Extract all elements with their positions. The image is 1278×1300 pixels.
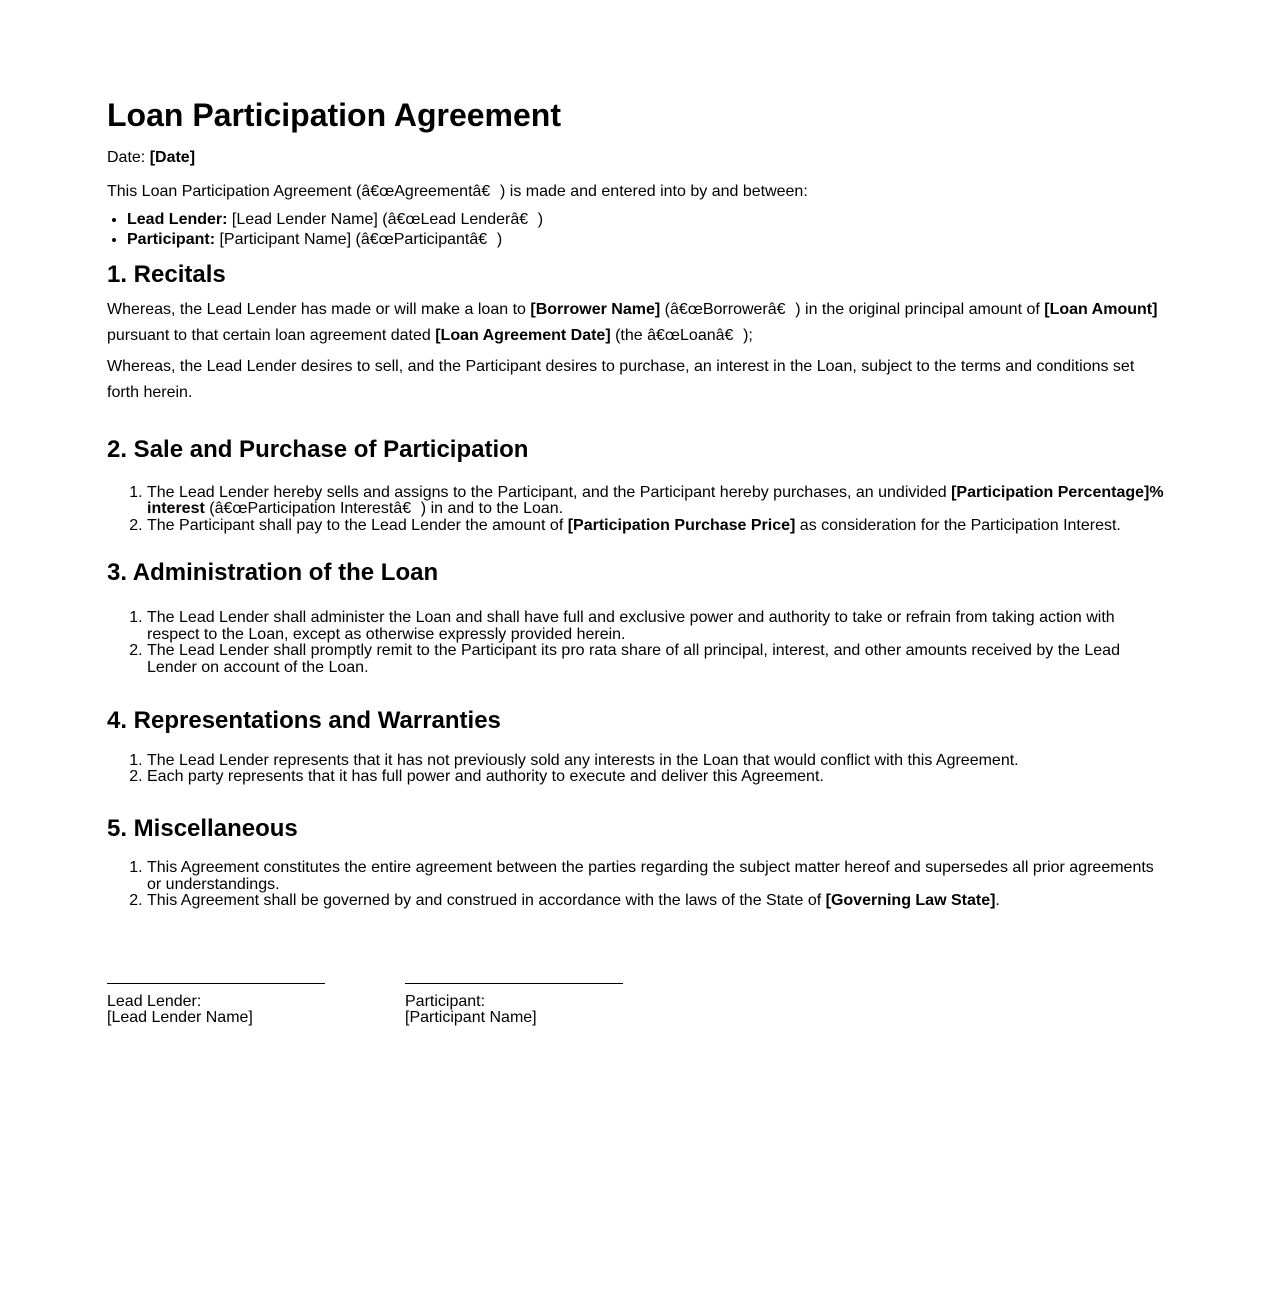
date-line: Date: [Date] (107, 148, 196, 166)
party-item-participant: • Participant: [Participant Name] (â€œParticipantâ€) (127, 230, 1170, 250)
signature-lead-lender (107, 983, 405, 1027)
list-item: 1. The Lead Lender shall administer the Loan and shall have full and exclusive power and authority to take or refrain from taking action with respect to the Loan, except as otherwise expressly provided herein. (147, 610, 1170, 643)
heading-miscellaneous: 5. Miscellaneous (107, 814, 298, 842)
signature-label: Lead Lender: (107, 992, 202, 1010)
document-title: Loan Participation Agreement (107, 97, 561, 133)
signature-label: Participant: (405, 992, 486, 1010)
list-item: 1. The Lead Lender represents that it has not previously sold any interests in the Loan that would conflict with this Agreement. (147, 753, 1170, 770)
heading-recitals: 1. Recitals (107, 260, 226, 288)
signature-rule (405, 983, 623, 984)
sale-purchase-list (107, 485, 1170, 535)
parties-list (107, 210, 1170, 250)
intro-paragraph: This Loan Participation Agreement (â€œAgreementâ€) is made and entered into by and between: (107, 182, 808, 200)
representations-list (107, 753, 1170, 786)
signature-rule (107, 983, 325, 984)
signature-name: [Participant Name] (405, 1009, 537, 1027)
signature-name: [Lead Lender Name] (107, 1009, 253, 1027)
list-item: 2. This Agreement shall be governed by and construed in accordance with the laws of the State of [Governing Law State]. (147, 893, 1170, 910)
heading-representations: 4. Representations and Warranties (107, 707, 501, 735)
heading-sale-and-purchase: 2. Sale and Purchase of Participation (107, 436, 529, 464)
list-item: 1. This Agreement constitutes the entire agreement between the parties regarding the subject matter hereof and supersedes all prior agreements or understandings. (147, 860, 1170, 893)
list-item: 2. The Lead Lender shall promptly remit to the Participant its pro rata share of all principal, interest, and other amounts received by the Lead Lender on account of the Loan. (147, 643, 1170, 676)
administration-list (107, 610, 1170, 676)
list-item: 1. The Lead Lender hereby sells and assigns to the Participant, and the Participant hereby purchases, an undivided [Participation Percentage]% interest (â€œParticipation Interestâ€) in and to the Loan. (147, 485, 1170, 518)
recitals-paragraph-2: Whereas, the Lead Lender desires to sell, and the Participant desires to purchase, an interest in the Loan, subject to the terms and conditions set forth herein. (107, 358, 1135, 402)
party-item-lead-lender: • Lead Lender: [Lead Lender Name] (â€œLead Lenderâ€) (127, 210, 1170, 230)
recitals-paragraph-1: Whereas, the Lead Lender has made or will make a loan to [Borrower Name] (â€œBorrowerâ€) in the original principal amount of [Loan Amount] pursuant to that certain loan agreement dated [Loan Agreement Date] (the â€œLoanâ€); (107, 301, 1158, 345)
miscellaneous-list (107, 860, 1170, 910)
list-item: 2. Each party represents that it has full power and authority to execute and deliver this Agreement. (147, 769, 1170, 786)
list-item: 2. The Participant shall pay to the Lead Lender the amount of [Participation Purchase Price] as consideration for the Participation Interest. (147, 518, 1170, 535)
signature-participant (405, 983, 703, 1027)
heading-administration: 3. Administration of the Loan (107, 559, 439, 587)
signature-block (107, 983, 1170, 1027)
